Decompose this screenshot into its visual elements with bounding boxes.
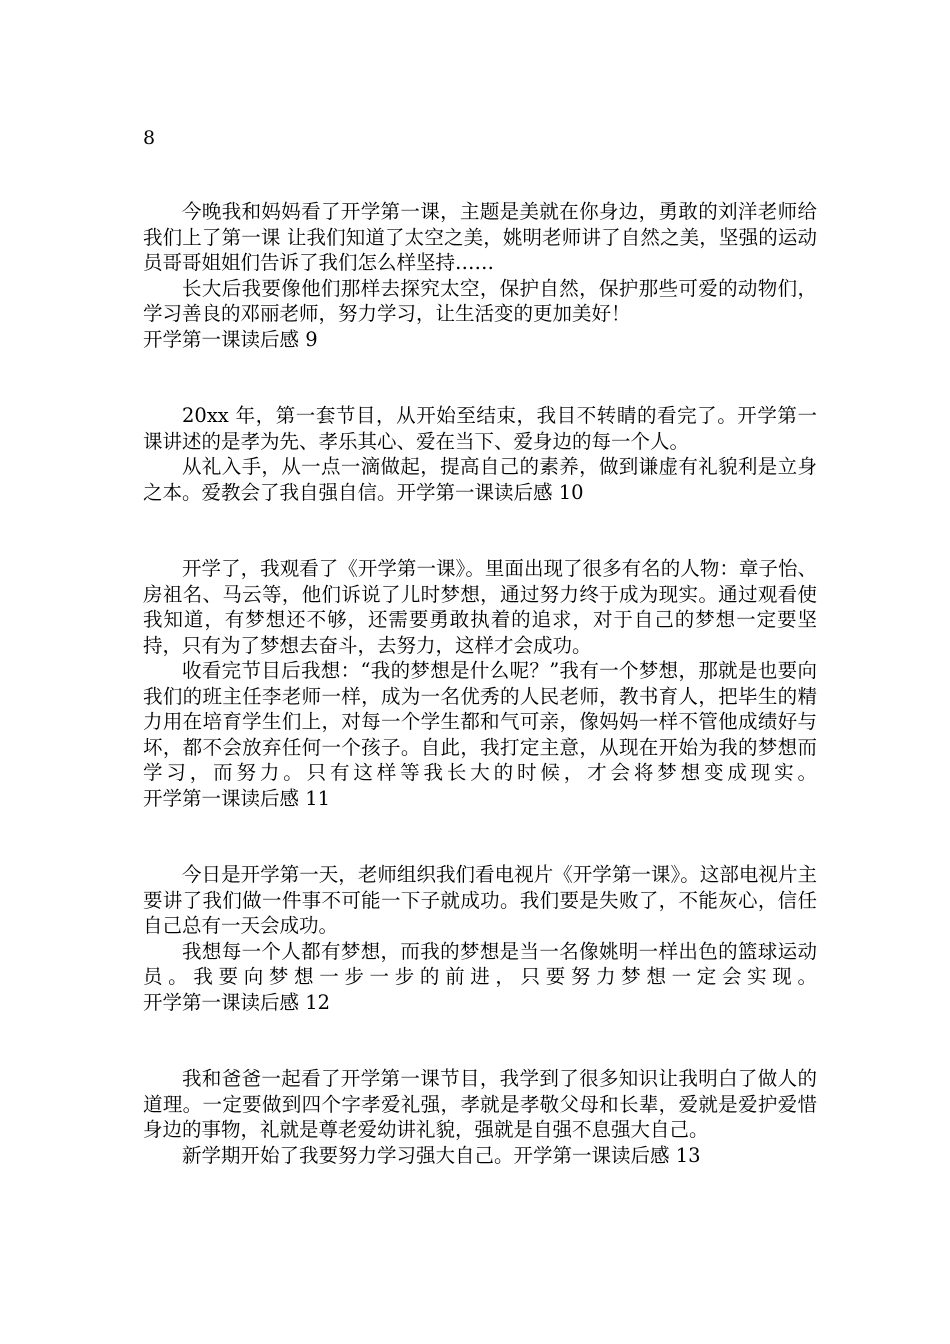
paragraph: 今日是开学第一天，老师组织我们看电视片《开学第一课》。这部电视片主要讲了我们做一件事不可能一下子就成功。我们要是失败了，不能灰心，信任自己总有一天会成功。	[143, 863, 817, 937]
paragraph-text: 从礼入手，从一点一滴做起，提高自己的素养，做到谦虚有礼貌利是立身之本。爱教会了我自强自信。	[143, 455, 817, 504]
paragraph-with-heading	[143, 1143, 817, 1169]
paragraph-text: 我想每一个人都有梦想，而我的梦想是当一名像姚明一样出色的篮球运动员。我要向梦想一步一步的前进，只要努力梦想一定会实现。	[143, 939, 817, 988]
section-heading: 开学第一课读后感 10	[396, 480, 584, 504]
essay-section	[143, 1066, 817, 1168]
paragraph: 20xx 年，第一套节目，从开始至结束，我目不转睛的看完了。开学第一课讲述的是孝为先、孝乐其心、爱在当下、爱身边的每一个人。	[143, 404, 817, 453]
section-heading: 开学第一课读后感 11	[143, 786, 331, 810]
paragraph: 长大后我要像他们那样去探究太空，保护自然，保护那些可爱的动物们，学习善良的邓丽老师，努力学习，让生活变的更加美好！	[143, 276, 817, 325]
essay-section	[143, 556, 817, 811]
paragraph-text: 新学期开始了我要努力学习强大自己。	[182, 1143, 514, 1167]
paragraph: 我和爸爸一起看了开学第一课节目，我学到了很多知识让我明白了做人的道理。一定要做到四个字孝爱礼强，孝就是孝敬父母和长辈，爱就是爱护爱惜身边的事物，礼就是尊老爱幼讲礼貌，强就是自强不息强大自己。	[143, 1067, 817, 1141]
section-heading: 开学第一课读后感 12	[143, 990, 331, 1014]
essay-section	[143, 862, 817, 1015]
paragraph: 开学了，我观看了《开学第一课》。里面出现了很多有名的人物：章子怡、房祖名、马云等，他们诉说了儿时梦想，通过努力终于成为现实。通过观看使我知道，有梦想还不够，还需要勇敢执着的追求，对于自己的梦想一定要坚持，只有为了梦想去奋斗，去努力，这样才会成功。	[143, 557, 817, 657]
document-body	[143, 199, 817, 1168]
paragraph: 今晚我和妈妈看了开学第一课，主题是美就在你身边，勇敢的刘洋老师给我们上了第一课 让我们知道了太空之美，姚明老师讲了自然之美，坚强的运动员哥哥姐姐们告诉了我们怎么样坚持……	[143, 200, 817, 274]
paragraph-with-heading	[143, 658, 817, 811]
paragraph-text: 收看完节目后我想：“我的梦想是什么呢？”我有一个梦想，那就是也要向我们的班主任李老师一样，成为一名优秀的人民老师，教书育人，把毕生的精力用在培育学生们上，对每一个学生都和气可亲，像妈妈一样不管他成绩好与坏，都不会放弃任何一个孩子。自此，我打定主意，从现在开始为我的梦想而学习，而努力。只有这样等我长大的时候，才会将梦想变成现实。	[143, 659, 817, 784]
paragraph-with-heading	[143, 454, 817, 505]
essay-section	[143, 199, 817, 352]
paragraph-with-heading	[143, 939, 817, 1016]
section-heading: 开学第一课读后感 9	[143, 327, 318, 351]
section-heading: 开学第一课读后感 13	[513, 1143, 701, 1167]
essay-section	[143, 403, 817, 505]
page-number: 8	[143, 127, 156, 149]
